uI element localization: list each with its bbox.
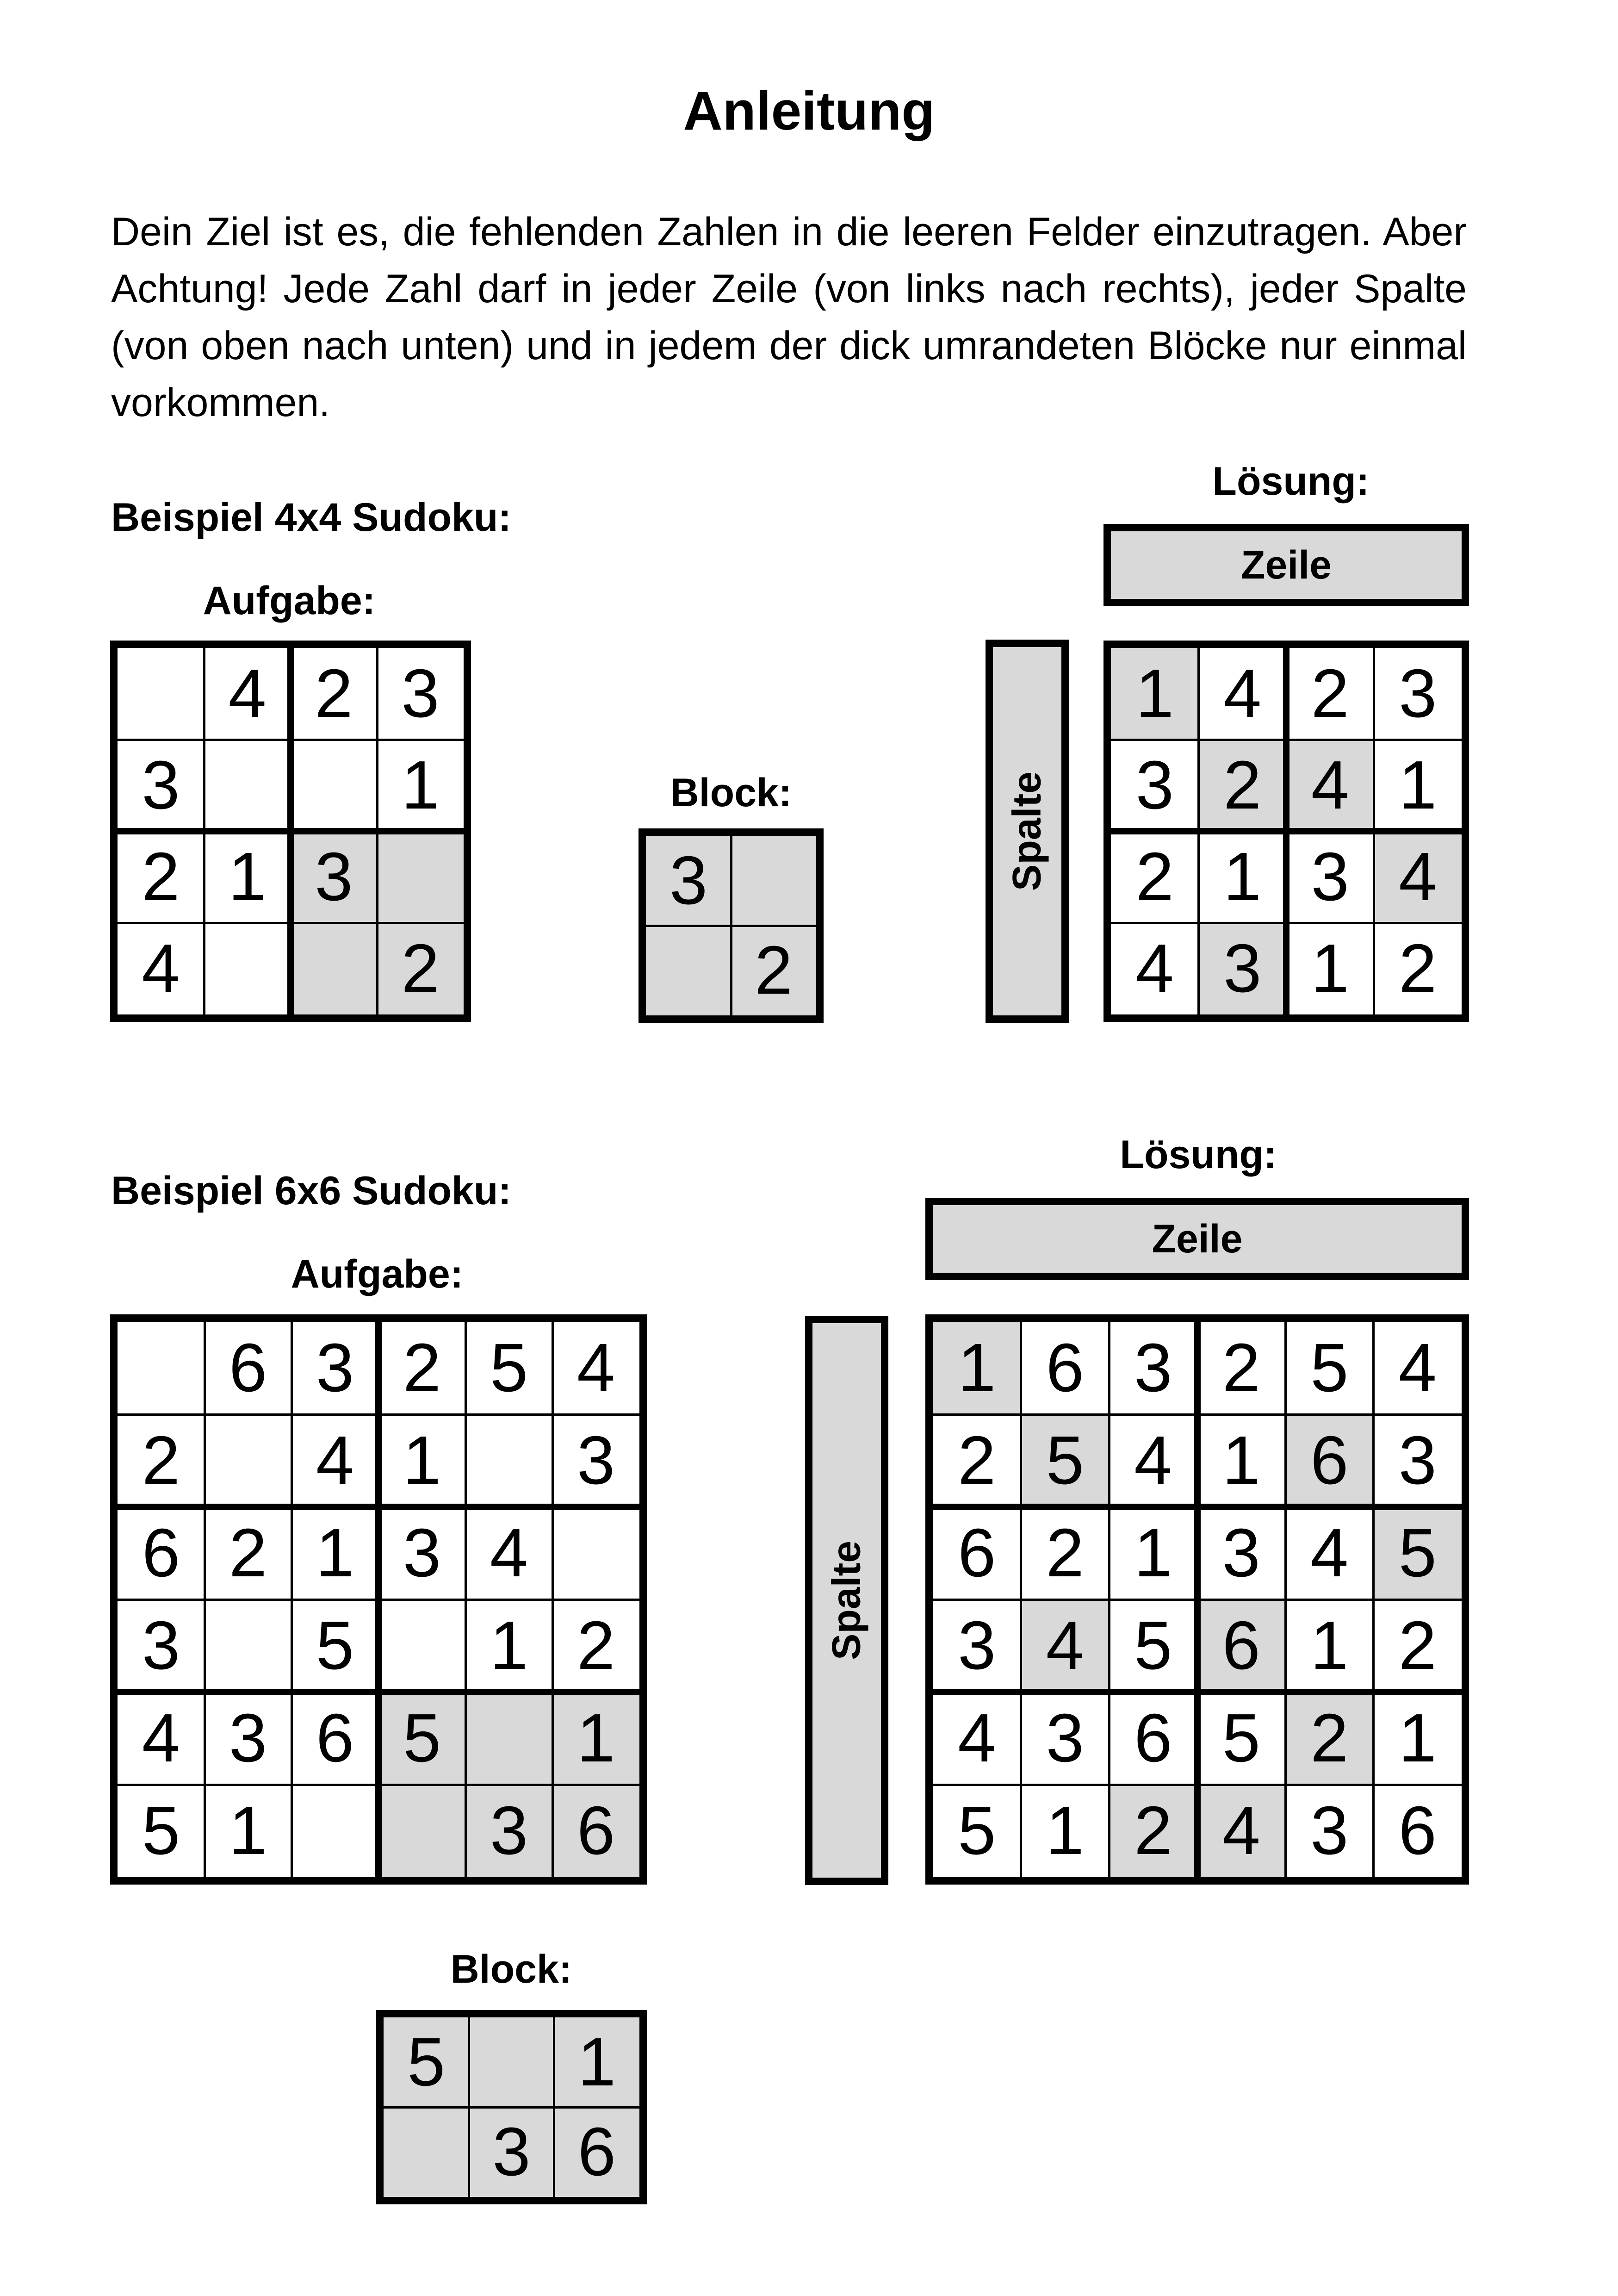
cell-divider [118,1413,639,1416]
sudoku-cell: 3 [1135,747,1174,823]
cell-divider [384,2106,639,2109]
sudoku-cell: 4 [1398,1330,1437,1406]
solution-6x6-label: Lösung: [1120,1132,1277,1177]
sudoku-cell [204,740,291,831]
sudoku-cell: 2 [577,1607,615,1684]
task-6x6-label: Aufgabe: [291,1252,464,1296]
sudoku-cell: 5 [1021,1414,1110,1507]
sudoku-cell [384,2107,469,2197]
sudoku-cell: 2 [142,839,180,915]
sudoku-cell: 1 [229,1792,267,1869]
sudoku-cell: 3 [577,1422,615,1499]
cell-divider [933,1413,1462,1416]
sudoku-cell: 6 [229,1330,267,1406]
sudoku-cell: 3 [1311,839,1349,915]
sudoku-cell: 3 [1399,655,1437,732]
sudoku-cell: 2 [403,1330,441,1406]
sudoku-cell: 2 [731,926,816,1015]
sudoku-cell: 3 [1046,1700,1084,1776]
instructions-text [111,204,1467,431]
sudoku-cell: 3 [1398,1422,1437,1499]
block-divider [118,1689,639,1695]
sudoku-cell: 4 [228,655,267,732]
sudoku-cell [291,740,377,831]
sudoku-cell: 4 [1223,655,1262,732]
sudoku-cell [378,1785,465,1877]
cell-divider [933,1784,1462,1786]
sudoku-cell: 3 [1222,1515,1260,1591]
sudoku-cell: 1 [1222,1422,1260,1499]
page-title: Anleitung [683,81,935,142]
sudoku-6x6-block [376,2010,647,2204]
sudoku-cell: 5 [958,1792,996,1869]
block-divider [933,1504,1462,1510]
sudoku-cell: 6 [1398,1792,1437,1869]
sudoku-cell [465,1414,552,1507]
sudoku-cell: 1 [552,1692,639,1785]
sudoku-cell [377,831,464,923]
sudoku-cell: 1 [316,1515,354,1591]
sudoku-cell: 4 [577,1330,615,1406]
sudoku-4x4-task-grid [110,641,471,1022]
sudoku-6x6-task-grid [110,1314,647,1885]
sudoku-cell: 4 [1286,740,1374,831]
sudoku-cell: 1 [401,747,440,823]
sudoku-cell: 5 [378,1692,465,1785]
sudoku-cell [552,1507,639,1599]
sudoku-4x4-block [639,828,824,1023]
sudoku-cell [465,1692,552,1785]
sudoku-cell [469,2017,554,2107]
sudoku-cell: 4 [142,1700,180,1776]
sudoku-cell: 3 [142,1607,180,1684]
sudoku-cell: 4 [1374,831,1462,923]
block-6x6-label: Block: [450,1947,572,1991]
cell-divider [118,1784,639,1786]
sudoku-cell: 4 [1197,1785,1286,1877]
sudoku-cell: 2 [377,923,464,1014]
sudoku-cell: 1 [1134,1515,1172,1591]
sudoku-cell: 4 [1310,1515,1349,1591]
row-label-6x6: Zeile [1152,1216,1243,1261]
sudoku-cell: 1 [1311,930,1349,1007]
sudoku-cell: 1 [554,2017,639,2107]
example-6x6-heading: Beispiel 6x6 Sudoku: [111,1169,512,1213]
sudoku-cell: 3 [1199,923,1287,1014]
sudoku-cell [646,926,731,1015]
sudoku-cell: 4 [1135,930,1174,1007]
column-label-6x6: Spalte [824,1540,869,1661]
sudoku-6x6-solution-grid [925,1314,1469,1885]
sudoku-cell: 3 [958,1607,996,1684]
sudoku-cell: 4 [316,1422,354,1499]
block-divider [933,1689,1462,1695]
row-indicator-4x4 [1103,524,1469,606]
sudoku-cell: 2 [229,1515,267,1591]
sudoku-cell: 3 [291,831,377,923]
sudoku-cell: 2 [1109,1785,1197,1877]
block-4x4-label: Block: [670,771,792,815]
sudoku-cell: 2 [1135,839,1174,915]
sudoku-cell: 1 [1310,1607,1349,1684]
sudoku-cell: 5 [490,1330,528,1406]
sudoku-cell: 4 [1134,1422,1172,1499]
cell-divider [118,1599,639,1601]
sudoku-cell: 1 [1046,1792,1084,1869]
example-4x4-heading: Beispiel 4x4 Sudoku: [111,495,512,540]
row-indicator-6x6 [925,1198,1469,1280]
block-divider [118,828,464,834]
sudoku-cell: 3 [465,1785,552,1877]
sudoku-cell: 5 [1222,1700,1260,1776]
block-divider [1111,828,1462,834]
sudoku-cell: 1 [490,1607,528,1684]
solution-4x4-label: Lösung: [1212,459,1370,504]
sudoku-4x4-solution-grid [1103,641,1469,1022]
sudoku-cell [378,1599,465,1692]
sudoku-cell: 6 [1046,1330,1084,1406]
sudoku-cell [291,1785,378,1877]
sudoku-cell: 4 [142,930,180,1007]
sudoku-cell: 4 [490,1515,528,1591]
sudoku-cell: 2 [1222,1330,1260,1406]
sudoku-cell [205,1414,291,1507]
sudoku-cell: 3 [229,1700,267,1776]
sudoku-cell: 3 [142,747,180,823]
sudoku-cell [118,1322,205,1414]
sudoku-cell: 2 [1046,1515,1084,1591]
cell-divider [118,922,464,924]
sudoku-cell: 6 [554,2107,639,2197]
sudoku-cell: 1 [1111,648,1199,740]
sudoku-cell: 2 [1311,655,1349,732]
sudoku-cell: 6 [316,1700,354,1776]
sudoku-cell: 3 [316,1330,354,1406]
sudoku-cell: 1 [1223,839,1262,915]
instructions-paragraph: Dein Ziel ist es, die fehlenden Zahlen in die leeren Felder einzutragen. Aber Achtung! Jede Zahl darf in jeder Zeile (von links nach rechts), jeder Spalte (von oben nach unten) und in jedem der dick umrandeten Blöcke nur einmal vorkommen. [111,210,1467,425]
sudoku-cell [118,648,204,740]
cell-divider [118,739,464,741]
sudoku-cell: 2 [1398,1607,1437,1684]
sudoku-cell: 2 [1285,1692,1374,1785]
sudoku-cell: 3 [646,836,731,926]
sudoku-cell: 2 [315,655,353,732]
sudoku-cell: 3 [1310,1792,1349,1869]
sudoku-cell: 5 [1310,1330,1349,1406]
sudoku-cell: 4 [958,1700,996,1776]
task-4x4-label: Aufgabe: [203,579,376,623]
sudoku-cell: 1 [933,1322,1021,1414]
sudoku-cell: 6 [1285,1414,1374,1507]
cell-divider [933,1599,1462,1601]
column-label-4x4: Spalte [1004,771,1049,891]
sudoku-cell [731,836,816,926]
sudoku-cell: 6 [142,1515,180,1591]
sudoku-cell: 6 [1134,1700,1172,1776]
cell-divider [646,925,816,927]
sudoku-cell: 5 [1134,1607,1172,1684]
sudoku-cell: 2 [142,1422,180,1499]
sudoku-cell: 6 [552,1785,639,1877]
cell-divider [1111,739,1462,741]
sudoku-cell: 3 [403,1515,441,1591]
sudoku-cell [291,923,377,1014]
sudoku-cell: 2 [958,1422,996,1499]
cell-divider [1111,922,1462,924]
sudoku-cell [205,1599,291,1692]
sudoku-cell: 2 [1399,930,1437,1007]
sudoku-cell [204,923,291,1014]
row-label-4x4: Zeile [1241,542,1332,587]
sudoku-cell: 3 [469,2107,554,2197]
sudoku-cell: 5 [384,2017,469,2107]
sudoku-cell: 6 [1197,1599,1286,1692]
sudoku-cell: 5 [1374,1507,1462,1599]
sudoku-cell: 1 [228,839,267,915]
sudoku-cell: 3 [401,655,440,732]
sudoku-cell: 5 [316,1607,354,1684]
sudoku-cell: 2 [1199,740,1287,831]
block-divider [118,1504,639,1510]
sudoku-cell: 6 [958,1515,996,1591]
sudoku-cell: 1 [403,1422,441,1499]
sudoku-cell: 1 [1398,1700,1437,1776]
sudoku-cell: 3 [1134,1330,1172,1406]
sudoku-cell: 1 [1399,747,1437,823]
sudoku-cell: 4 [1021,1599,1110,1692]
sudoku-cell: 5 [142,1792,180,1869]
